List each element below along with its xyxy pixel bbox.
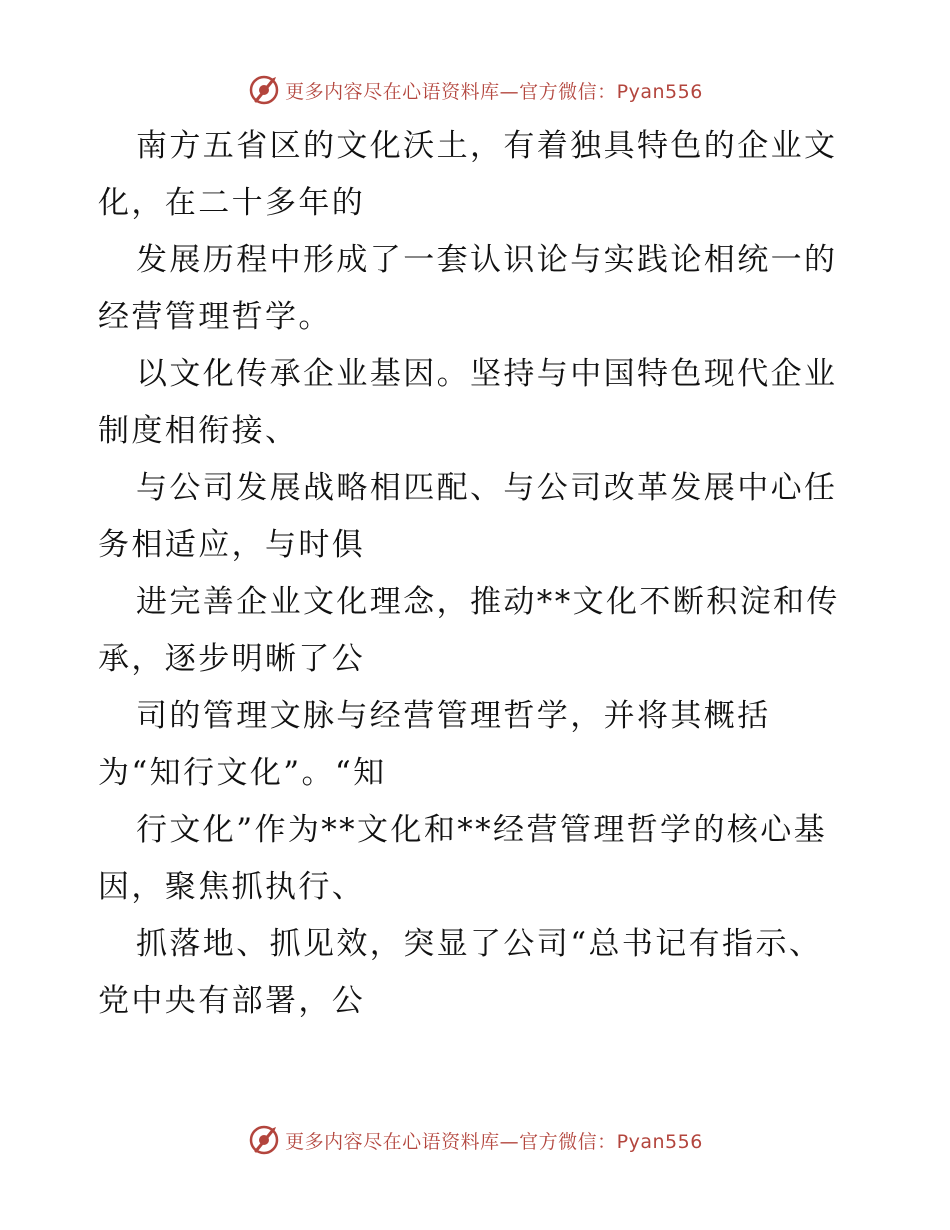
logo-icon — [247, 73, 281, 107]
text-line: 承，逐步明晰了公 — [98, 641, 366, 677]
text-line: 抓落地、抓见效，突显了公司“总书记有指示、 — [136, 926, 823, 962]
text-line: 党中央有部署，公 — [98, 983, 366, 1019]
text-line: 为“知行文化”。“知 — [98, 755, 387, 791]
text-line: 南方五省区的文化沃土，有着独具特色的企业文 — [136, 128, 838, 164]
header-banner — [0, 70, 950, 110]
text-line: 发展历程中形成了一套认识论与实践论相统一的 — [136, 242, 838, 278]
text-line: 行文化”作为**文化和**经营管理哲学的核心基 — [136, 812, 828, 848]
text-line: 经营管理哲学。 — [98, 299, 332, 335]
text-line: 因，聚焦抓执行、 — [98, 869, 366, 905]
text-line: 务相适应，与时俱 — [98, 527, 366, 563]
text-line: 司的管理文脉与经营管理哲学，并将其概括 — [136, 698, 771, 734]
footer-banner — [0, 1120, 950, 1160]
text-line: 制度相衔接、 — [98, 413, 299, 449]
footer-banner-text: 更多内容尽在心语资料库—官方微信：Pyan556 — [285, 1130, 703, 1153]
document-body — [98, 118, 858, 1030]
text-line: 化，在二十多年的 — [98, 185, 366, 221]
text-line: 进完善企业文化理念，推动**文化不断积淀和传 — [136, 584, 840, 620]
logo-icon — [247, 1123, 281, 1157]
text-line: 与公司发展战略相匹配、与公司改革发展中心任 — [136, 470, 838, 506]
text-line: 以文化传承企业基因。坚持与中国特色现代企业 — [136, 356, 838, 392]
header-banner-text: 更多内容尽在心语资料库—官方微信：Pyan556 — [285, 80, 703, 103]
